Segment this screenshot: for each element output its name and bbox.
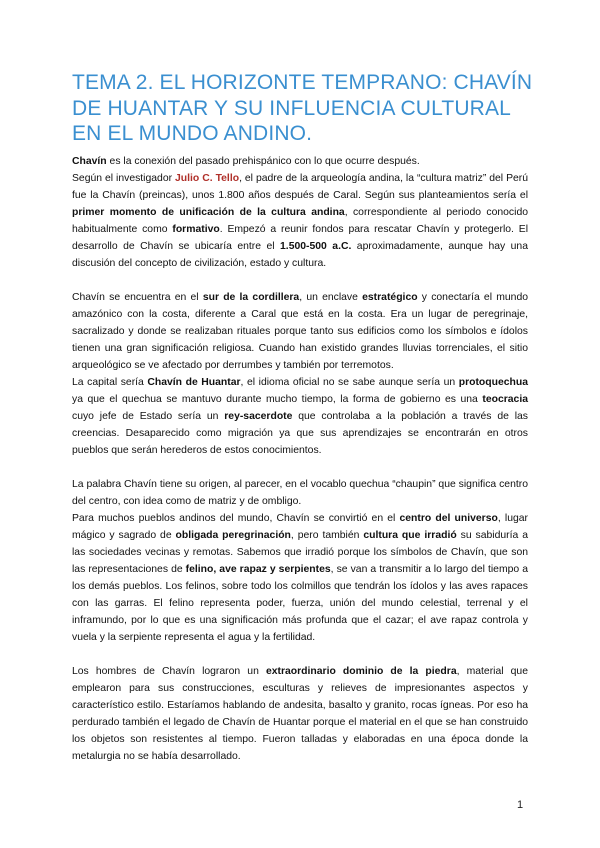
paragraph-capital [72,374,528,459]
bold-term: protoquechua [458,377,528,388]
bold-term: primer momento de unificación de la cultura andina [72,207,345,218]
text-span: Para muchos pueblos andinos del mundo, Chavín se convirtió en el [72,513,400,524]
bold-term: 1.500-500 a.C. [280,241,352,252]
text-span: La capital sería [72,377,148,388]
bold-term: rey-sacerdote [224,411,293,422]
document-body [72,153,528,765]
text-span: Según el investigador [72,173,176,184]
text-span: y conectaría el mundo amazónico con la costa, diferente a Caral que está en la costa. Era un lugar de peregrinaje, sacralizado y donde se realizaban rituales porque tanto sus edificios como los símbolos e ídolos tienen una gran significación religiosa. Cuando han existido grandes lluvias torrenciales, el sitio arqueológico se ve afectado por derrumbes y también por terremotos. [72,292,529,371]
text-span: ya que el quechua se mantuvo durante mucho tiempo, la forma de gobierno es una [72,394,483,405]
paragraph-stone [72,663,528,765]
text-span: La palabra Chavín tiene su origen, al parecer, en el vocablo quechua “chaupin” que significa centro del centro, con idea como de matriz y de ombligo. [72,479,528,507]
paragraph-universe [72,510,528,646]
paragraph-tello [72,170,528,272]
text-span: cuyo jefe de Estado sería un [72,411,225,422]
text-span: . Empezó a reunir fondos para rescatar Chavín y protegerlo. El desarrollo de Chavín se ubicaría entre el [72,224,529,252]
bold-term: cultura que irradió [363,530,457,541]
text-span: , material que emplearon para sus construcciones, esculturas y relieves de impresionantes aspectos y característico estilo. Estaríamos hablando de andesita, basalto y granito, rocas ígneas. Por eso ha perdurado también el legado de Chavín de Huantar porque el material en el que se han construido los objetos son resistentes al tiempo. Fueron talladas y elaboradas en una época donde la metalurgia no se había desarrollado. [72,666,528,762]
text-span: , lugar mágico y sagrado de [72,513,528,541]
page-number: 1 [517,799,524,811]
bold-term: centro del universo [399,513,498,524]
bold-term: formativo [172,224,220,235]
bold-term: sur de la cordillera [202,292,300,303]
text-span: , el idioma oficial no se sabe aunque sería un [240,377,459,388]
highlighted-name: Julio C. Tello [175,173,240,184]
text-span: , se van a transmitir a lo largo del tiempo a los demás pueblos. Los felinos, sobre todo los colmillos que tendrán los ídolos y las aves rapaces con las garras. El felino representa poder, fuerza, unión del mundo celestial, terrenal y el inframundo, por lo que es una significación más profunda que el cazar; el ave rapaz controla y vuela y la serpiente representa el agua y la fertilidad. [72,564,528,643]
text-span: Chavín se encuentra en el [72,292,203,303]
text-span: que controlaba a la población a través de las creencias. Desaparecido como migración ya que sus aprendizajes se encontrarán en otros pueblos que serán herederos de estos conocimientos. [72,411,528,456]
bold-term: extraordinario dominio de la piedra [265,666,457,677]
text-span: aproximadamente, aunque hay una discusión del concepto de civilización, estado y cultura. [72,241,528,269]
text-span: , pero también [290,530,364,541]
bold-term: felino, ave rapaz y serpientes [185,564,331,575]
bold-term: Chavín [72,156,107,167]
text-span: , correspondiente al periodo conocido habitualmente como [72,207,528,235]
paragraph-etymology [72,476,528,510]
text-span: , el padre de la arqueología andina, la “cultura matriz” del Perú fue la Chavín (preincas), unos 1.800 años después de Caral. Según sus planteamientos sería el [72,173,529,201]
text-span: es la conexión del pasado prehispánico con lo que ocurre después. [106,156,420,167]
document-title: TEMA 2. EL HORIZONTE TEMPRANO: CHAVÍN DE HUANTAR Y SU INFLUENCIA CULTURAL EN EL MUNDO ANDINO. [72,71,533,145]
bold-term: obligada peregrinación [175,530,291,541]
text-span: su sabiduría a las sociedades vecinas y remotas. Sabemos que irradió porque los símbolos de Chavín, que son las representaciones de [72,530,528,575]
paragraph-intro [72,153,528,170]
paragraph-location [72,289,528,374]
text-span: Los hombres de Chavín lograron un [72,666,266,677]
text-span: , un enclave [299,292,363,303]
bold-term: teocracia [482,394,528,405]
bold-term: estratégico [362,292,418,303]
bold-term: Chavín de Huantar [147,377,241,388]
